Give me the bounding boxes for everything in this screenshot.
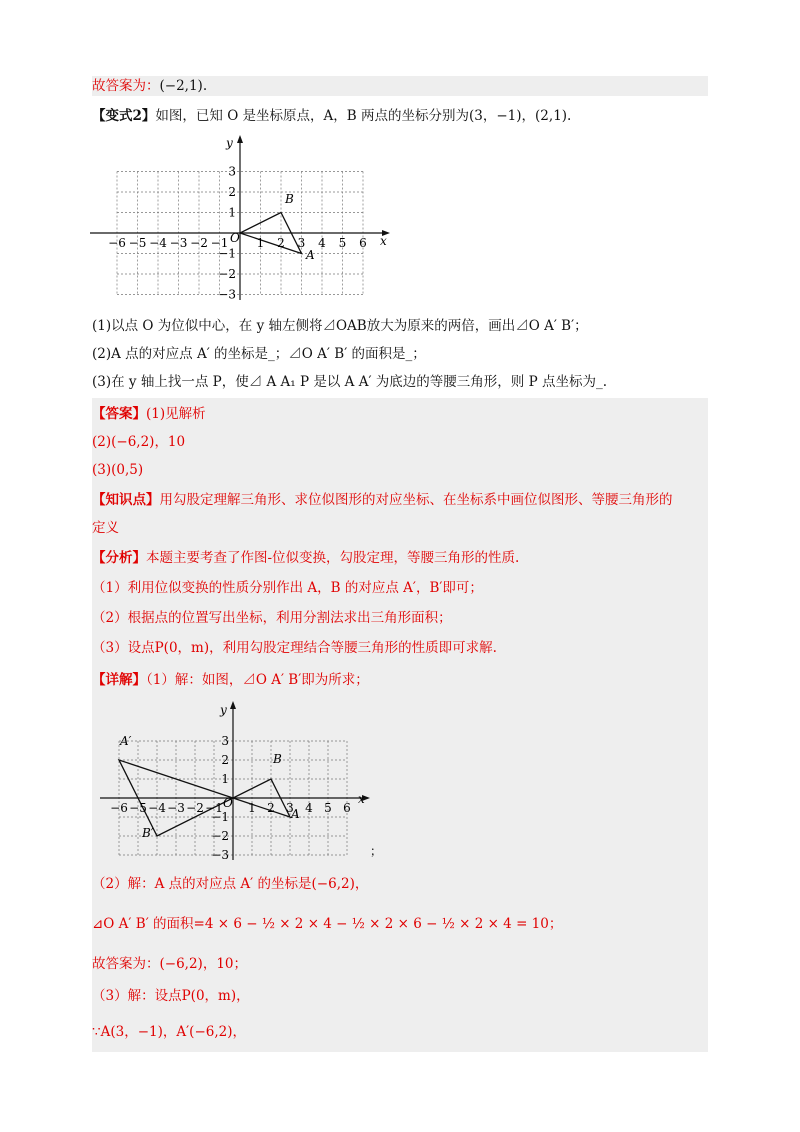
y-tick-label: −2 bbox=[218, 267, 236, 281]
answer-prefix: 故答案为： bbox=[92, 78, 160, 94]
origin-label-2: O bbox=[223, 796, 233, 810]
axis-label-y: y bbox=[226, 136, 233, 150]
point-label-A1-2: A′ bbox=[120, 734, 132, 748]
x-tick-label: 6 bbox=[359, 236, 367, 250]
question-intro bbox=[92, 106, 708, 126]
x-tick-label: −3 bbox=[169, 236, 188, 250]
question-part-2: (2)A 点的对应点 A′ 的坐标是_；⊿O A′ B′ 的面积是_； bbox=[92, 346, 426, 362]
x-tick-label: −4 bbox=[149, 236, 167, 250]
x-tick-label: −6 bbox=[110, 801, 128, 815]
y-tick-label: −2 bbox=[211, 829, 229, 843]
x-tick-label: −1 bbox=[210, 236, 229, 250]
x-tick-label: 1 bbox=[248, 801, 256, 815]
x-tick-label: 4 bbox=[305, 801, 313, 815]
analysis-text: 本题主要考查了作图-位似变换，勾股定理，等腰三角形的性质. bbox=[146, 550, 520, 566]
analysis-step-1: （1）利用位似变换的性质分别作出 A，B 的对应点 A′，B′即可； bbox=[92, 580, 483, 596]
y-tick-label: 2 bbox=[221, 753, 229, 767]
x-tick-label: −5 bbox=[129, 801, 147, 815]
y-tick-label: −1 bbox=[211, 810, 229, 824]
knowledge-line-1 bbox=[92, 490, 708, 510]
solution-3-line-1: （3）解：设点P(0，m)， bbox=[92, 988, 250, 1004]
axis-label-y-2: y bbox=[220, 703, 227, 717]
solution-2-line-1: （2）解：A 点的对应点 A′ 的坐标是(−6,2)， bbox=[92, 876, 369, 892]
x-tick-label: −6 bbox=[108, 236, 126, 250]
y-tick-label: −3 bbox=[211, 848, 229, 862]
x-tick-label: −3 bbox=[167, 801, 185, 815]
x-tick-label: 5 bbox=[338, 236, 347, 250]
question-part-1: (1)以点 O 为位似中心，在 y 轴左侧将⊿OAB放大为原来的两倍，画出⊿O A′ B′； bbox=[92, 318, 588, 334]
origin-label: O bbox=[230, 231, 240, 245]
graph-trailing-punct: ； bbox=[370, 844, 383, 858]
x-tick-label: 3 bbox=[286, 801, 294, 815]
y-tick-label: 1 bbox=[221, 772, 229, 786]
point-label-A-2: A bbox=[291, 807, 300, 821]
x-tick-label: 3 bbox=[297, 236, 306, 250]
analysis-step-3: （3）设点P(0，m)，利用勾股定理结合等腰三角形的性质即可求解. bbox=[92, 640, 497, 656]
x-tick-label: 6 bbox=[343, 801, 351, 815]
answer-value: (−2,1). bbox=[159, 78, 208, 94]
x-tick-label: 2 bbox=[277, 236, 285, 250]
y-tick-label: −1 bbox=[218, 246, 236, 261]
x-tick-label: 4 bbox=[318, 236, 326, 250]
coordinate-graph-1 bbox=[90, 135, 400, 305]
previous-answer-line bbox=[92, 76, 708, 96]
knowledge-text: 用勾股定理解三角形、求位似图形的对应坐标、在坐标系中画位似图形、等腰三角形的 bbox=[159, 492, 673, 508]
analysis-tag: 【分析】 bbox=[92, 550, 146, 566]
detail-line bbox=[92, 670, 708, 690]
answer-line-1 bbox=[92, 404, 708, 424]
knowledge-line-2: 定义 bbox=[92, 520, 119, 536]
answer-2: (2)(−6,2)，10 bbox=[92, 434, 186, 450]
x-tick-label: 2 bbox=[267, 801, 275, 815]
y-tick-label: 3 bbox=[221, 734, 229, 748]
x-tick-label: −4 bbox=[148, 801, 166, 815]
x-tick-label: −5 bbox=[128, 236, 147, 250]
knowledge-tag: 【知识点】 bbox=[92, 492, 160, 508]
point-label-B1-2: B′ bbox=[142, 826, 154, 840]
x-tick-label: 5 bbox=[324, 801, 332, 815]
point-label-B-2: B bbox=[273, 752, 282, 766]
point-label-B: B bbox=[285, 192, 294, 206]
axis-label-x-2: x bbox=[358, 792, 365, 806]
y-tick-label: 1 bbox=[228, 205, 236, 220]
x-tick-label: 1 bbox=[256, 236, 265, 250]
x-tick-label: −2 bbox=[186, 801, 204, 815]
y-tick-label: −3 bbox=[218, 287, 236, 302]
detail-tag: 【详解】 bbox=[92, 672, 146, 688]
point-label-A: A bbox=[306, 248, 315, 262]
detail-text: （1）解：如图，⊿O A′ B′即为所求； bbox=[146, 672, 369, 688]
x-tick-label: −2 bbox=[190, 236, 208, 250]
analysis-line bbox=[92, 548, 708, 568]
solution-2-answer: 故答案为：(−6,2)，10； bbox=[92, 956, 247, 972]
analysis-step-2: （2）根据点的位置写出坐标，利用分割法求出三角形面积； bbox=[92, 610, 452, 626]
coordinate-graph-2 bbox=[100, 700, 400, 865]
y-tick-label: 2 bbox=[228, 185, 236, 199]
question-text: 如图，已知 O 是坐标原点，A，B 两点的坐标分别为(3，−1)，(2,1). bbox=[155, 108, 572, 124]
solution-2-area: ⊿O A′ B′ 的面积=4 × 6 − ½ × 2 × 4 − ½ × 2 × 6 − ½ × 2 × 4 = 10； bbox=[92, 916, 563, 932]
question-part-3: (3)在 y 轴上找一点 P，使⊿ A A₁ P 是以 A A′ 为底边的等腰三角形，则 P 点坐标为_. bbox=[92, 374, 608, 390]
axis-label-x: x bbox=[380, 234, 387, 248]
variant-tag: 【变式2】 bbox=[92, 108, 156, 124]
solution-3-line-2: ∵A(3，−1)，A′(−6,2)， bbox=[92, 1024, 246, 1040]
y-tick-label: 3 bbox=[228, 164, 236, 179]
answer-1: (1)见解析 bbox=[146, 406, 206, 422]
x-tick-label: −1 bbox=[205, 801, 223, 815]
answer-3: (3)(0,5) bbox=[92, 462, 144, 478]
answer-tag: 【答案】 bbox=[92, 406, 146, 422]
